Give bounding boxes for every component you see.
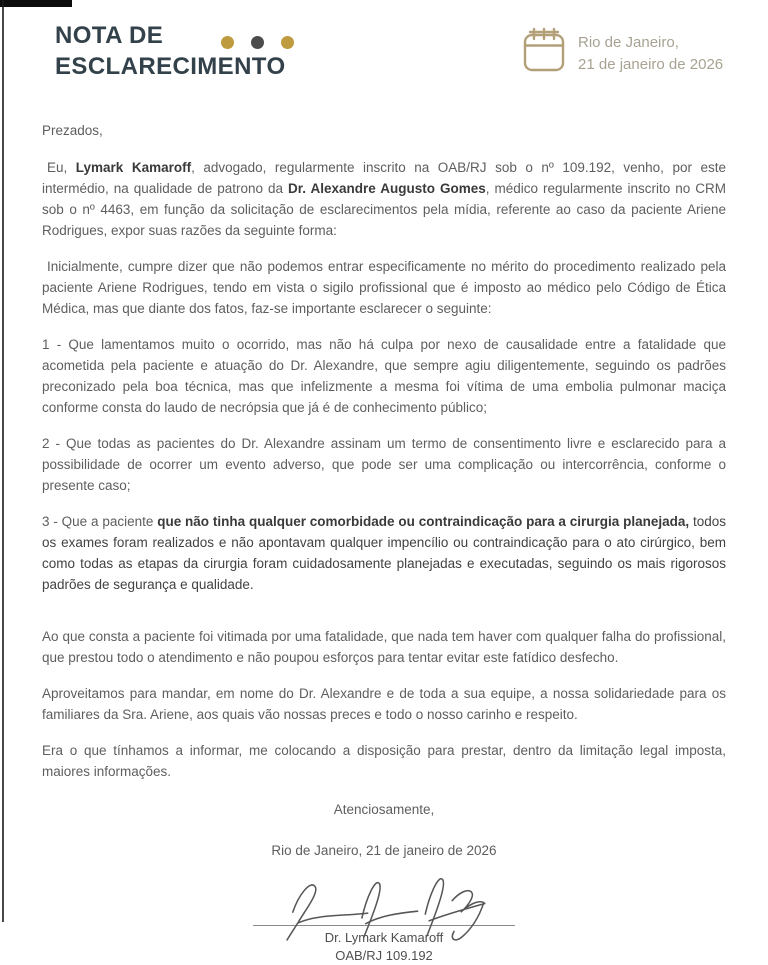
date-block	[522, 26, 723, 79]
paragraph-item-3: 3 - Que a paciente que não tinha qualquer comorbidade ou contraindicação para a cirurgia planejada, todos os exames foram realizados e não apontavam qualquer impencílio ou contraindicação para o ato cirúrgico, bem como todas as etapas da cirurgia foram cuidadosamente planejadas e executadas, seguindo os mais rigorosos padrões de segurança e qualidade.	[42, 514, 726, 592]
dot-dark	[251, 36, 264, 49]
scan-artifact-left-line	[2, 0, 4, 922]
paragraph-conclusion-1: Ao que consta a paciente foi vitimada por uma fatalidade, que nada tem haver com qualquer falha do profissional, que prestou todo o atendimento e não poupou esforços para tentar evitar este fatídico desfecho.	[42, 629, 726, 665]
letter-date-city: Rio de Janeiro,	[578, 34, 679, 51]
dot-gold-1	[221, 36, 234, 49]
signatory-registration: OAB/RJ 109.192	[335, 948, 433, 963]
letter-date-day: 21 de janeiro de 2026	[578, 56, 724, 73]
letter-body	[42, 120, 726, 782]
paragraph-item-2: 2 - Que todas as pacientes do Dr. Alexandre assinam um termo de consentimento livre e esclarecido para a possibilidade de ocorrer um evento adverso, que pode ser uma complicação ou intercorrência, conforme o presente caso;	[42, 436, 726, 493]
closing-block	[0, 802, 768, 965]
paragraph-intro: Eu, Lymark Kamaroff, advogado, regularmente inscrito na OAB/RJ sob o nº 109.192, venho, por este intermédio, na qualidade de patrono da Dr. Alexandre Augusto Gomes, médico regularmente inscrito no CRM sob o nº 4463, em função da solicitação de esclarecimentos pela mídia, referente ao caso da paciente Ariene Rodrigues, expor suas razões da seguinte forma:	[42, 160, 727, 238]
dot-gold-2	[281, 36, 294, 49]
signatory-name: Dr. Lymark Kamaroff	[324, 930, 444, 945]
paragraph-preamble: Inicialmente, cumpre dizer que não podemos entrar especificamente no mérito do procedimento realizado pela paciente Ariene Rodrigues, tendo em vista o sigilo profissional que é imposto ao médico pelo Código de Ética Médica, mas que diante dos fatos, faz-se importante esclarecer o seguinte:	[42, 259, 726, 316]
signature-block	[0, 868, 768, 965]
closing-place-date: Rio de Janeiro, 21 de janeiro de 2026	[271, 843, 497, 858]
calendar-icon	[522, 26, 566, 79]
letter-date	[578, 26, 723, 76]
closing-regards: Atenciosamente,	[333, 802, 435, 817]
decorative-dots	[221, 36, 294, 49]
letterhead	[0, 0, 768, 106]
signature-line	[253, 925, 515, 926]
page-title-line1: NOTA DE	[55, 22, 164, 49]
paragraph-item-1: 1 - Que lamentamos muito o ocorrido, mas não há culpa por nexo de causalidade entre a fatalidade que acometida pela paciente e atuação do Dr. Alexandre, que sempre agiu diligentemente, seguindo os padrões preconizado pela boa técnica, mas que infelizmente a mesma foi vítima de uma embolia pulmonar maciça conforme consta do laudo de necrópsia que já é de conhecimento público;	[42, 337, 726, 415]
page-title-line2: ESCLARECIMENTO	[55, 53, 286, 80]
paragraph-conclusion-2: Aproveitamos para mandar, em nome do Dr. Alexandre e de toda a sua equipe, a nossa solidariedade para os familiares da Sra. Ariene, aos quais vão nossas preces e todo o nosso carinho e respeito.	[42, 686, 726, 722]
salutation: Prezados,	[42, 123, 103, 138]
paragraph-conclusion-3: Era o que tínhamos a informar, me colocando a disposição para prestar, dentro da limitação legal imposta, maiores informações.	[42, 743, 726, 779]
